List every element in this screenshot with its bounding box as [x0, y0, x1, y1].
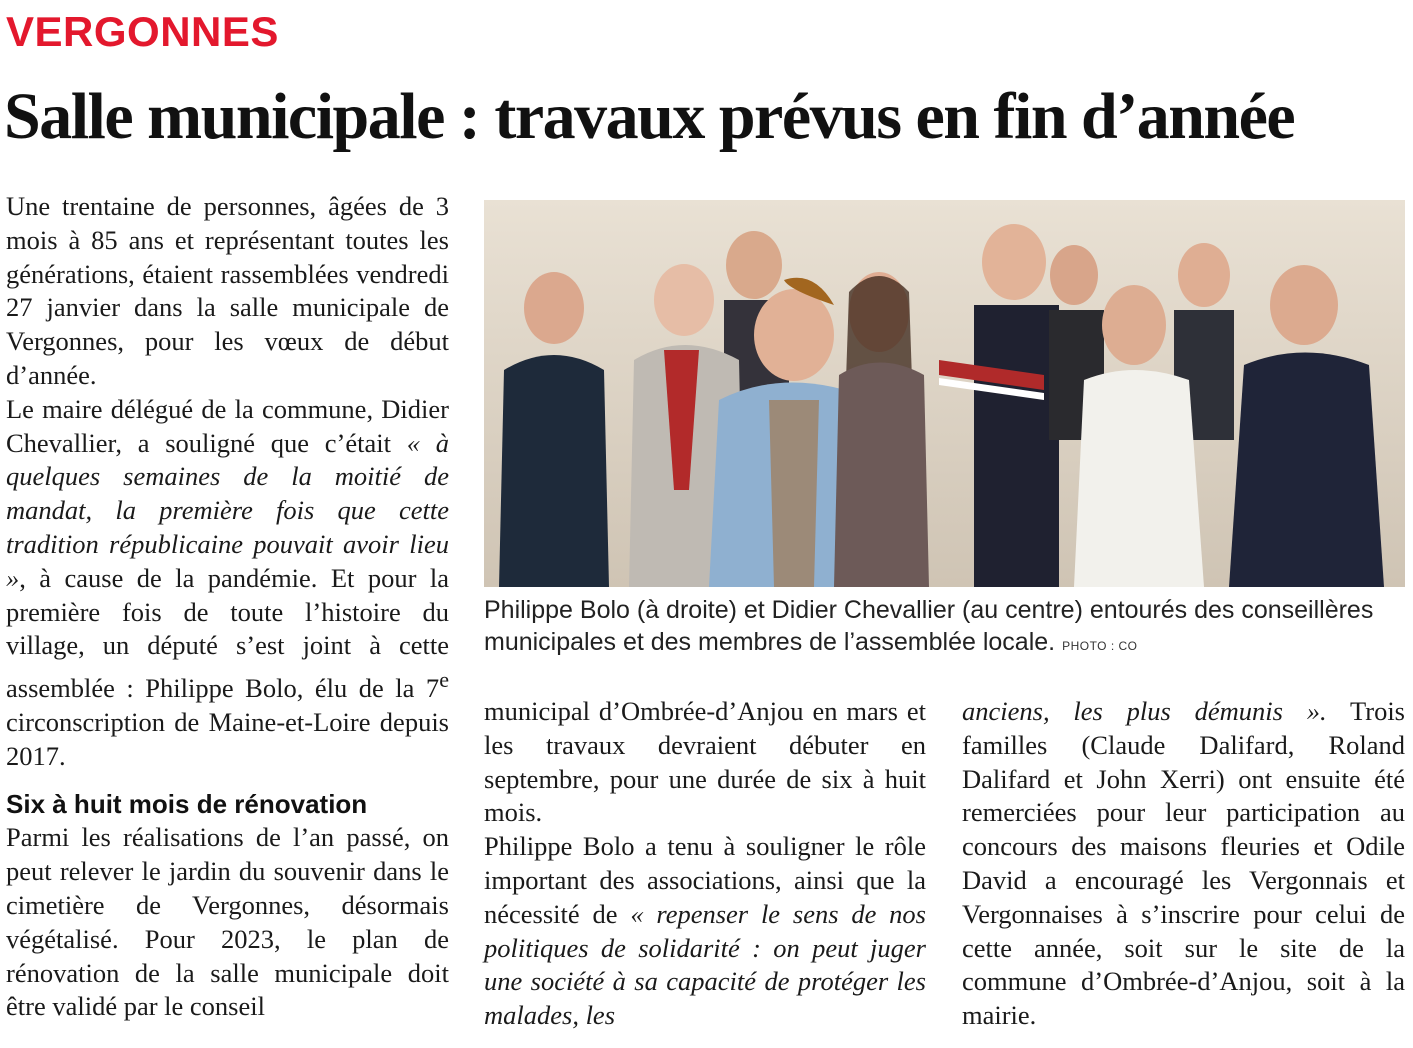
- article-column-2: [484, 695, 926, 1033]
- section-subhead: Six à huit mois de rénovation: [6, 789, 368, 820]
- article-column-1: [6, 190, 449, 1024]
- photo-caption: [484, 594, 1405, 662]
- text-run: Le maire délégué de la commune, Didier Chevallier, a souligné que c’était: [6, 393, 449, 458]
- quote-mayor: « à quelques semaines de la moitié de mandat, la première fois que cette tradition républicaine pouvait avoir lieu »: [6, 427, 450, 593]
- text-run: Philippe Bolo a tenu à souligner le rôle important des associations, ainsi que la nécessité de: [484, 831, 926, 929]
- article-photo: [484, 200, 1405, 587]
- paragraph-renovation: Parmi les réalisations de l’an passé, on peut relever le jardin du souvenir dans le cimetière de Vergonnes, désormais végétalisé. Pour 2023, le plan de rénovation de la salle municipale doit être validé par le conseil: [6, 822, 449, 1022]
- paragraph-intro: Une trentaine de personnes, âgées de 3 mois à 85 ans et représentant toutes les générations, étaient rassemblées vendredi 27 janvier dans la salle municipale de Vergonnes, pour les vœux de début d’année.: [6, 191, 449, 390]
- paragraph-associations: [484, 830, 926, 1033]
- section-kicker: VERGONNES: [6, 8, 279, 55]
- paragraph-mayor: [6, 393, 449, 774]
- text-run: Trois familles (Claude Dalifard, Roland Dalifard et John Xerri) ont ensuite été remerciées pour leur participation au concours des maisons fleuries et Odile David a encouragé les Vergonnais et Vergonnaises à s’inscrire pour celui de cette année, soit sur le site de la commune d’Ombrée-d’Anjou, soit à la mairie.: [962, 696, 1405, 1031]
- quote-deputy: « repenser le sens de nos politiques de solidarité : on peut juger une société à sa capacité de protéger les malades, les: [484, 898, 926, 1031]
- superscript: e: [439, 667, 449, 693]
- photo-credit: PHOTO : CO: [1062, 639, 1138, 653]
- text-run: , à cause de la pandémie. Et pour la première fois de toute l’histoire du village, un député s’est joint à cette assemblée : Philippe Bolo, élu de la 7: [6, 562, 449, 703]
- quote-deputy-end: anciens, les plus démunis ».: [962, 696, 1327, 726]
- text-run: circonscription de Maine-et-Loire depuis 2017.: [6, 706, 449, 771]
- article-column-3: [962, 695, 1405, 1033]
- paragraph-works: municipal d’Ombrée-d’Anjou en mars et les travaux devraient débuter en septembre, pour une durée de six à huit mois.: [484, 696, 926, 828]
- group-photo-illustration: [484, 200, 1405, 587]
- article-headline: Salle municipale : travaux prévus en fin d’année: [4, 80, 1295, 153]
- paragraph-families: [962, 695, 1405, 1033]
- caption-text: Philippe Bolo (à droite) et Didier Chevallier (au centre) entourés des conseillères municipales et des membres de l’assemblée locale.: [484, 596, 1374, 656]
